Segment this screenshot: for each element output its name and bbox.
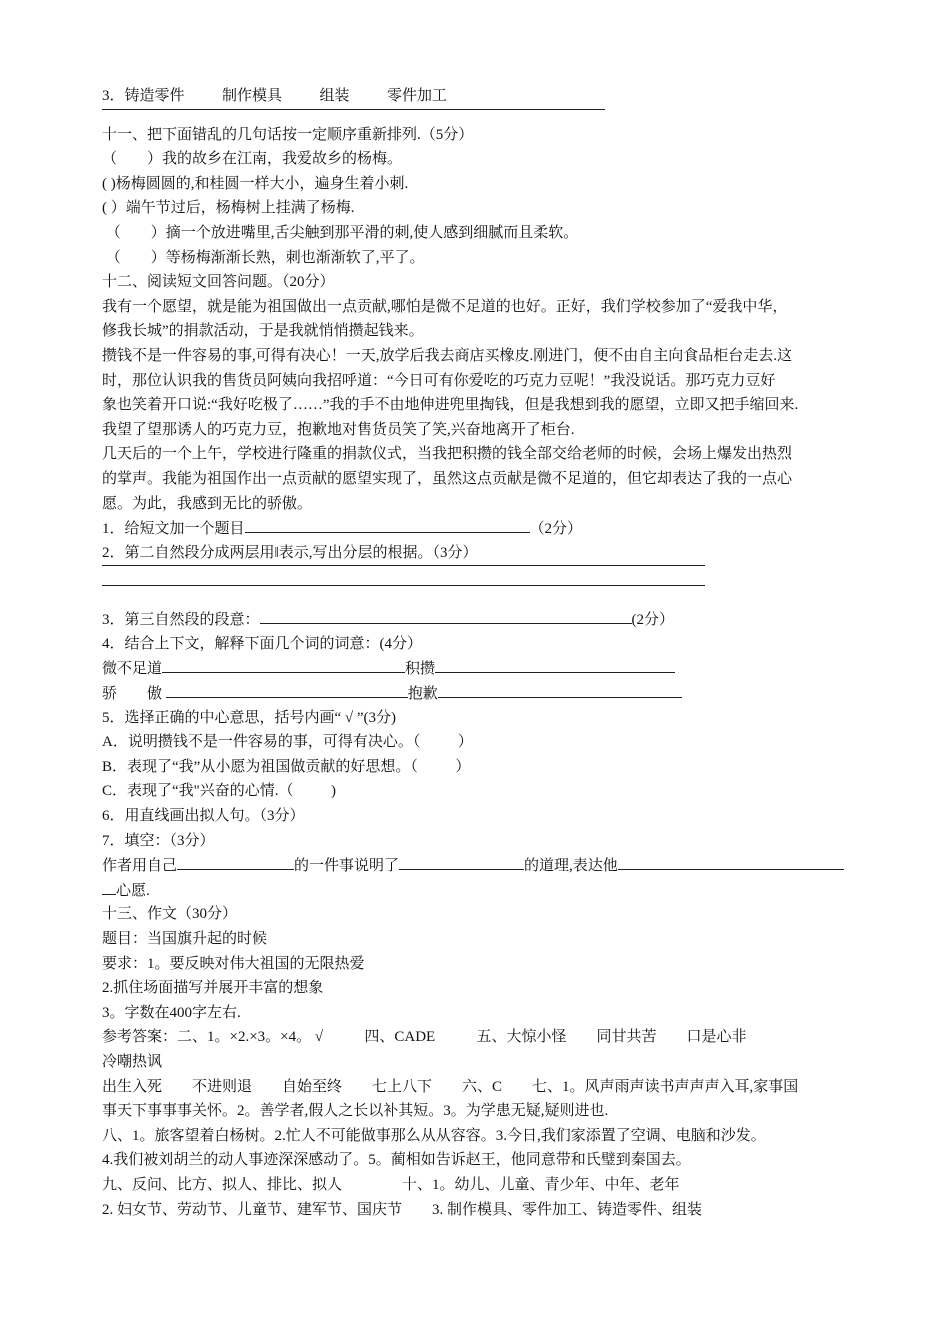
fill-in-row xyxy=(102,853,887,878)
passage-line: 我望了望那诱人的巧克力豆，抱歉地对售货员笑了笑,兴奋地离开了柜台. xyxy=(102,421,575,438)
text-line: 3。字数在400字左右. xyxy=(102,1004,241,1021)
answer-blank[interactable] xyxy=(162,656,405,673)
answer-blank-line[interactable] xyxy=(102,109,887,123)
passage-line: 修我长城”的捐款活动，于是我就悄悄攒起钱来。 xyxy=(102,323,424,340)
question-score: （2分） xyxy=(529,521,583,538)
answer-blank[interactable] xyxy=(177,853,294,870)
text-line: （ ）我的故乡在江南，我爱故乡的杨梅。 xyxy=(102,151,403,168)
choice-b[interactable]: B．表现了“我”从小愿为祖国做贡献的好思想。（ ） xyxy=(102,758,471,775)
word-label: 抱歉 xyxy=(407,686,438,703)
text-line: （ ）摘一个放进嘴里,舌尖触到那平滑的刺,使人感到细腻而且柔软。 xyxy=(102,224,579,241)
text-line: ( ）端午节过后，杨梅树上挂满了杨梅. xyxy=(102,200,355,217)
passage-line: 攒钱不是一件容易的事,可得有决心！一天,放学后我去商店买橡皮.刚进门，便不由自主向食品柜台走去.这 xyxy=(102,347,793,364)
text-line: 题目：当国旗升起的时候 xyxy=(102,931,268,947)
document-page xyxy=(102,84,887,1222)
answer-key-line: 2. 妇女节、劳动节、儿童节、建军节、国庆节 3. 制作模具、零件加工、铸造零件、组装 xyxy=(102,1201,703,1218)
question-4: 4．结合上下文，解释下面几个词的词意：(4分） xyxy=(102,635,422,652)
answer-key-line: 事天下事事事关怀。2。善学者,假人之长以补其短。3。为学患无疑,疑则进也. xyxy=(102,1103,609,1120)
word-label: 积攒 xyxy=(405,661,436,678)
choice-c[interactable]: C．表现了“我"兴奋的心情.（ ) xyxy=(102,783,337,800)
choice-a[interactable]: A．说明攒钱不是一件容易的事，可得有决心。（ ） xyxy=(102,734,473,751)
section-heading: 十三、作文（30分） xyxy=(102,906,238,923)
answer-blank[interactable] xyxy=(166,681,408,698)
question-6: 6．用直线画出拟人句。（3分） xyxy=(102,808,305,825)
answer-key-line: 九、反问、比方、拟人、排比、拟人 十、1。幼儿、儿童、青少年、中年、老年 xyxy=(102,1176,680,1193)
text-line: 3．铸造零件 制作模具 组装 零件加工 xyxy=(102,88,448,104)
text-line: （ ）等杨梅渐渐长熟，刺也渐渐软了,平了。 xyxy=(102,249,425,266)
answer-blank[interactable] xyxy=(435,656,675,673)
question-label: 1．给短文加一个题目 xyxy=(102,521,245,538)
fill-text: 的一件事说明了 xyxy=(294,858,400,875)
passage-line: 象也笑着开口说:“我好吃极了……”我的手不由地伸进兜里掏钱，但是我想到我的愿望，立即又把手缩回来. xyxy=(102,397,799,414)
text-line: 2.抓住场面描写并展开丰富的想象 xyxy=(102,980,324,997)
section-heading: 十二、阅读短文回答问题。（20分） xyxy=(102,274,335,291)
question-2: 2．第二自然段分成两层用‖表示,写出分层的根据。（3分） xyxy=(102,544,478,561)
section-heading: 十一、把下面错乱的几句话按一定顺序重新排列.（5分） xyxy=(102,126,474,143)
text-line: 要求：1。要反映对伟大祖国的无限热爱 xyxy=(102,955,365,972)
question-5: 5．选择正确的中心意思，括号内画“ √ ”(3分) xyxy=(102,709,397,726)
word-label: 骄 傲 xyxy=(102,686,166,703)
answer-blank[interactable] xyxy=(245,516,530,533)
answer-blank[interactable] xyxy=(618,853,844,870)
answer-key-line: 八、1。旅客望着白杨树。2.忙人不可能做事那么从从容容。3.今日,我们家添置了空调、电脑和沙发。 xyxy=(102,1127,766,1144)
question-1 xyxy=(102,516,887,541)
word-definition-row xyxy=(102,681,887,706)
passage-line: 我有一个愿望，就是能为祖国做出一点贡献,哪怕是微不足道的也好。正好，我们学校参加了“爱我中华， xyxy=(102,298,788,315)
text-line: ( )杨梅圆圆的,和桂圆一样大小，遍身生着小刺. xyxy=(102,175,409,192)
word-label: 微不足道 xyxy=(102,661,163,678)
question-3 xyxy=(102,607,887,632)
answer-key-line: 出生入死 不进则退 自始至终 七上八下 六、C 七、1。风声雨声读书声声声入耳,家事国 xyxy=(102,1078,799,1095)
question-7: 7．填空：（3分） xyxy=(102,832,215,849)
answer-key-line: 冷嘲热讽 xyxy=(102,1053,163,1070)
fill-text: 的道理,表达他 xyxy=(524,858,618,875)
passage-line: 的掌声。我能为祖国作出一点贡献的愿望实现了，虽然这点贡献是微不足道的，但它却表达了我的一点心 xyxy=(102,470,793,487)
answer-blank[interactable] xyxy=(260,607,632,624)
answer-blank[interactable] xyxy=(399,853,524,870)
fill-text: 作者用自己 xyxy=(102,858,178,875)
passage-line: 时，那位认识我的售货员阿姨向我招呼道：“今日可有你爱吃的巧克力豆呢！”我没说话。那巧克力豆好 xyxy=(102,372,776,389)
passage-line: 几天后的一个上午，学校进行隆重的捐款仪式，当我把积攒的钱全部交给老师的时候，会场上爆发出热烈 xyxy=(102,446,793,463)
answer-blank[interactable] xyxy=(102,878,116,895)
answer-blank-line[interactable] xyxy=(102,565,887,585)
fill-text: 心愿. xyxy=(116,882,150,899)
answer-blank[interactable] xyxy=(438,681,682,698)
passage-line: 愿。为此，我感到无比的骄傲。 xyxy=(102,495,313,512)
answer-key-line: 4.我们被刘胡兰的动人事迹深深感动了。5。蔺相如告诉赵王，他同意带和氏璧到秦国去。 xyxy=(102,1152,691,1169)
answer-key-line: 参考答案：二、1。×2.×3。×4。 √ 四、CADE 五、大惊小怪 同甘共苦 口是心非 xyxy=(102,1029,747,1046)
answer-blank-line[interactable] xyxy=(102,585,887,607)
word-definition-row xyxy=(102,656,887,681)
fill-in-row xyxy=(102,878,887,903)
question-score: (2分） xyxy=(631,612,675,629)
question-label: 3．第三自然段的段意： xyxy=(102,612,260,629)
